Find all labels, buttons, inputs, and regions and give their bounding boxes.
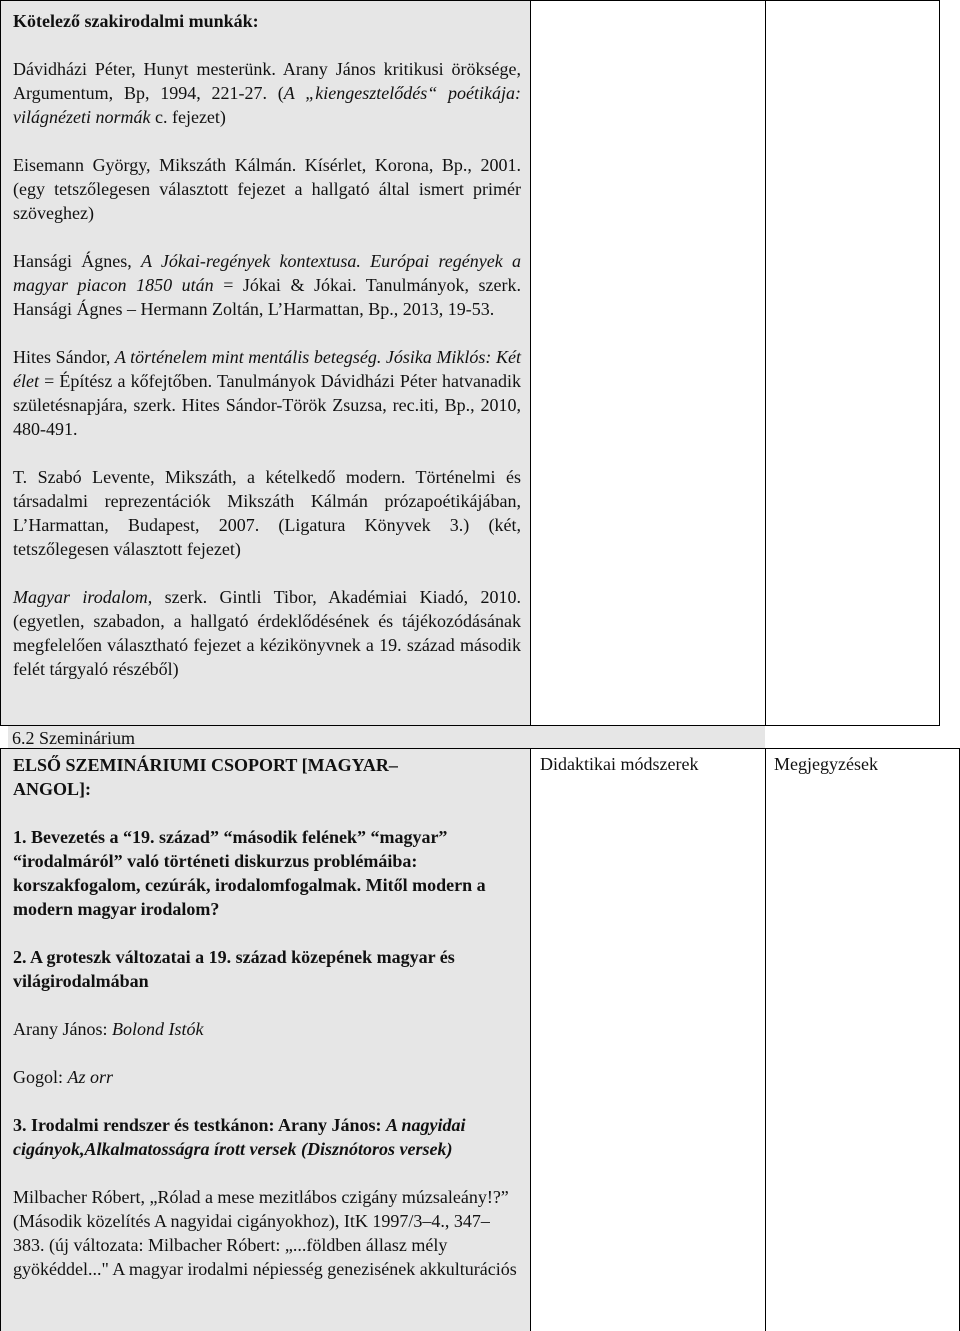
topic-3 — [13, 1113, 518, 1161]
notes-header: Megjegyzések — [774, 754, 878, 774]
readings-cell — [0, 0, 531, 726]
reading-entry — [13, 585, 521, 681]
reference-text: Milbacher Róbert, „Rólad a mese mezitlábos czigány múzsaleány!?” (Második közelítés A nagyidai cigányokhoz), ItK 1997/3–4., 347–383. (új változata: Milbacher Róbert: „...földben állasz mély gyökéddel..." A magyar irodalmi népiesség genezisének akkulturációs — [13, 1187, 517, 1279]
reading-entry — [13, 345, 521, 441]
topic-3-lead: 3. Irodalmi rendszer és testkánon: Arany János: — [13, 1115, 387, 1135]
work-1-author: Arany János: — [13, 1019, 112, 1039]
empty-cell-upper-middle — [530, 0, 766, 726]
work-2-title: Az orr — [67, 1067, 114, 1087]
reading-text: Hansági Ágnes, — [13, 251, 141, 271]
topic-2: 2. A groteszk változatai a 19. század közepének magyar és világirodalmában — [13, 947, 455, 991]
reading-title: A Jókai-regények kontextusa. Európai regények a magyar piacon 1850 után — [13, 251, 521, 295]
topic-3-title: A nagyidai cigányok,Alkalmatosságra írott versek (Disznótoros versek) — [13, 1115, 466, 1159]
methods-header: Didaktikai módszerek — [540, 754, 699, 774]
topic-1: 1. Bevezetés a “19. század” “második felének” “magyar” “irodalmáról” való történeti diskurzus problémáiba: korszakfogalom, cezúrák, irodalomfogalmak. Mitől modern a modern magyar irodalom? — [13, 827, 486, 919]
work-2 — [13, 1065, 518, 1089]
reading-text: , szerk. Gintli Tibor, Akadémiai Kiadó, 2010. (egyetlen, szabadon, a hallgató érdeklődésének és tájékozódásának megfelelően választható fejezet a kézikönyvnek a 19. század második felét tárgyaló részéből) — [13, 587, 521, 679]
section-label: 6.2 Szeminárium — [8, 726, 765, 748]
work-1 — [13, 1017, 518, 1041]
reading-entry — [13, 57, 521, 129]
readings-heading: Kötelező szakirodalmi munkák: — [13, 11, 259, 31]
methods-header-cell — [530, 748, 766, 1331]
reading-title: A „kiengesztelődés“ poétikája: világnézeti normák — [13, 83, 521, 127]
reading-entry — [13, 249, 521, 321]
seminar-cell — [0, 748, 531, 1331]
work-2-author: Gogol: — [13, 1067, 68, 1087]
reading-entry — [13, 465, 521, 561]
empty-cell-upper-right — [765, 0, 940, 726]
readings-list — [13, 57, 521, 681]
reading-text: Eisemann György, Mikszáth Kálmán. Kísérlet, Korona, Bp., 2001. (egy tetszőlegesen választott fejezet a hallgató által ismert primér szöveghez) — [13, 155, 521, 223]
reading-entry — [13, 153, 521, 225]
reading-text: T. Szabó Levente, Mikszáth, a kételkedő modern. Történelmi és társadalmi reprezentációk Mikszáth Kálmán prózapoétikájában, L’Harmattan, Budapest, 2007. (Ligatura Könyvek 3.) (két, tetszőlegesen választott fejezet) — [13, 467, 521, 559]
reading-title: Magyar irodalom — [13, 587, 148, 607]
group-title: ELSŐ SZEMINÁRIUMI CSOPORT [MAGYAR–ANGOL]: — [13, 755, 398, 799]
reading-text: = Építész a kőfejtőben. Tanulmányok Dávidházi Péter hatvanadik születésnapjára, szerk. Hites Sándor-Török Zsuzsa, rec.iti, Bp., 2010, 480-491. — [13, 371, 521, 439]
reading-text: c. fejezet) — [150, 107, 226, 127]
work-1-title: Bolond Istók — [111, 1019, 204, 1039]
reading-text: = Jókai & Jókai. Tanulmányok, szerk. Hansági Ágnes – Hermann Zoltán, L’Harmattan, Bp., 2013, 19-53. — [13, 275, 522, 319]
notes-header-cell — [765, 748, 960, 1331]
reading-text: Dávidházi Péter, Hunyt mesterünk. Arany János kritikusi öröksége, Argumentum, Bp, 1994, 221-27. ( — [13, 59, 521, 103]
reading-text: Hites Sándor, — [13, 347, 115, 367]
reading-title: A történelem mint mentális betegség. Jósika Miklós: Két élet — [13, 347, 521, 391]
